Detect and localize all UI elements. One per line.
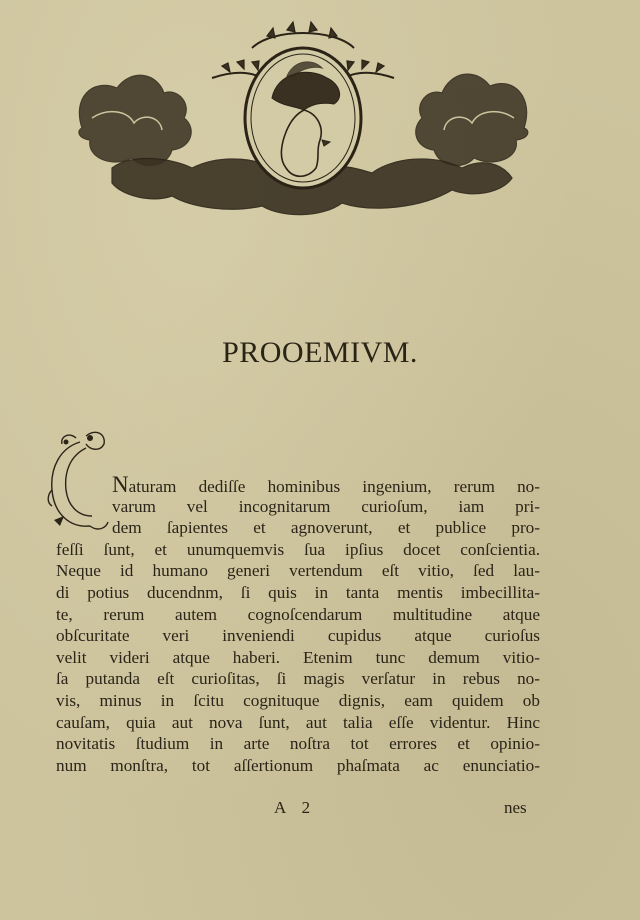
text-line: cauſam, quia aut nova ſunt, aut talia eſſe videntur. Hinc [56,712,540,732]
body-paragraph [56,474,540,776]
page-footer [0,798,640,828]
text-line: di potius ducendnm, ſi quis in tanta mentis imbecillita- [56,582,540,602]
text-line: dem ſapientes et agnoverunt, et publice pro- [112,518,540,538]
page-title: PROOEMIVM. [222,336,418,369]
text-line: feſſi ſunt, et unumquemvis ſua ipſius docet conſcientia. [56,539,540,559]
text-line: varum vel incognitarum curioſum, iam pri- [112,496,540,516]
text-line: ſa putanda eſt curioſitas, ſi magis verſatur in rebus no- [56,669,540,689]
text-line: Naturam dediſſe hominibus ingenium, rerum no- [112,474,540,496]
drop-capital: N [112,474,129,496]
text-line: num monſtra, tot aſſertionum phaſmata ac enunciatio- [56,755,540,775]
signature-mark: A 2 [274,798,317,817]
text-line: vis, minus in ſcitu cognituque dignis, eam quidem ob [56,690,540,710]
catchword: nes [504,798,527,817]
headpiece-ornament [72,18,534,233]
text-line: novitatis ſtudium in arte noſtra tot errores et opinio- [56,734,540,754]
text-line: velit videri atque haberi. Etenim tunc demum vitio- [56,647,540,667]
text-line: Neque id humano generi vertendum eſt vitio, ſed lau- [56,561,540,581]
text-line: obſcuritate veri inveniendi cupidus atque curioſus [56,626,540,646]
text-line: te, rerum autem cognoſcendarum multitudine atque [56,604,540,624]
